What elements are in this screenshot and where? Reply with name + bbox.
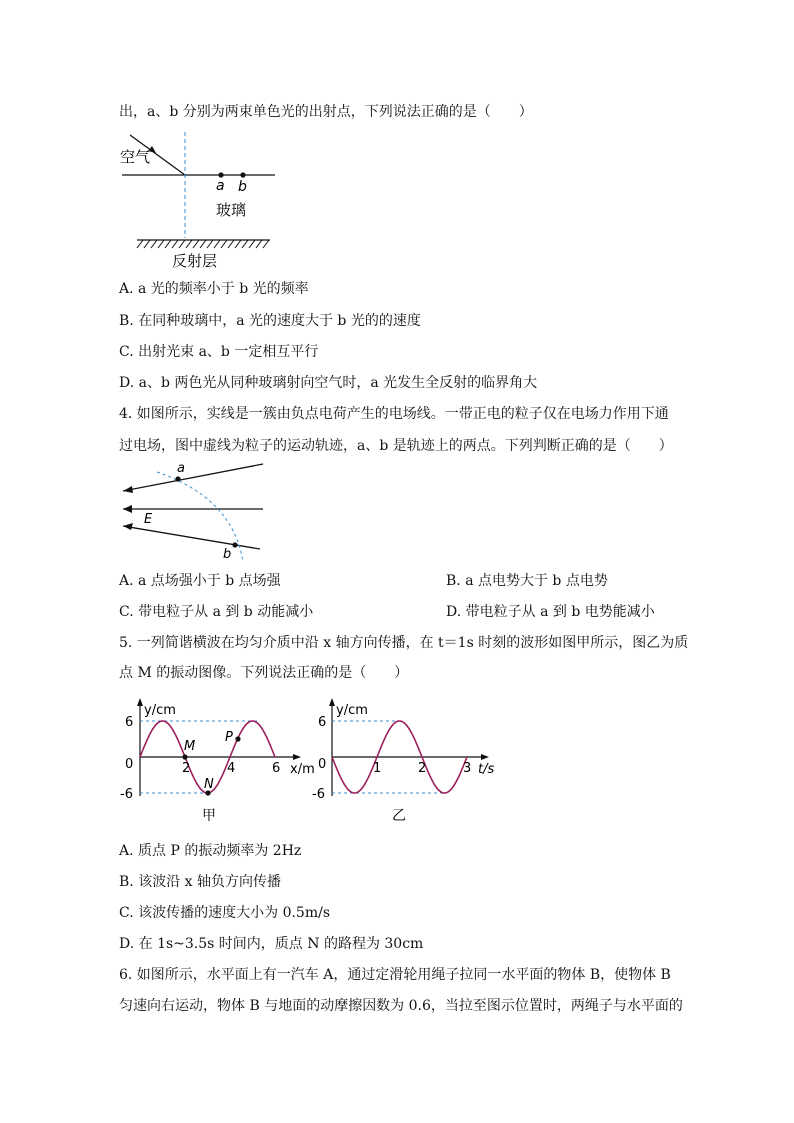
- y-axis-label: y/cm: [144, 703, 176, 718]
- x-tick-3: 3: [463, 761, 472, 776]
- q3-intro: 出，a、b 分别为两束单色光的出射点，下列说法正确的是（ ）: [119, 104, 533, 120]
- q4-stem-line1: 4. 如图所示，实线是一簇由负点电荷产生的电场线。一带正电的粒子仅在电场力作用下通: [119, 406, 669, 422]
- x-axis-label: x/m: [290, 762, 315, 777]
- q5-stem-line2: 点 M 的振动图像。下列说法正确的是（ ）: [119, 665, 409, 681]
- y-tick-bottom: -6: [120, 787, 133, 802]
- q5-vibration-graph-yi: [310, 696, 510, 831]
- q5-wave-graph-jia: [110, 696, 320, 831]
- q5-option-a: A. 质点 P 的振动频率为 2Hz: [119, 843, 302, 859]
- label-point-a: a: [216, 178, 225, 194]
- q5-option-c: C. 该波传播的速度大小为 0.5m/s: [119, 905, 331, 921]
- q3-option-a: A. a 光的频率小于 b 光的频率: [119, 281, 309, 297]
- label-point-a: a: [177, 461, 185, 476]
- q3-refraction-figure: [110, 130, 290, 270]
- label-field-E: E: [144, 512, 153, 527]
- q6-stem-line1: 6. 如图所示，水平面上有一汽车 A，通过定滑轮用绳子拉同一水平面的物体 B，使物体 B: [119, 967, 671, 983]
- q5-option-d: D. 在 1s~3.5s 时间内，质点 N 的路程为 30cm: [119, 936, 424, 952]
- y-tick-bottom: -6: [312, 787, 325, 802]
- x-tick-1: 1: [373, 761, 382, 776]
- y-tick-zero: 0: [125, 757, 134, 772]
- q3-option-d: D. a、b 两色光从同种玻璃射向空气时，a 光发生全反射的临界角大: [119, 375, 538, 391]
- q4-option-d: D. 带电粒子从 a 到 b 电势能减小: [446, 604, 655, 620]
- q4-option-b: B. a 点电势大于 b 点电势: [446, 573, 608, 589]
- caption-yi: 乙: [392, 808, 406, 824]
- label-reflective-layer: 反射层: [172, 252, 218, 270]
- label-point-M: M: [184, 739, 196, 754]
- y-tick-top: 6: [318, 715, 327, 730]
- caption-jia: 甲: [202, 808, 216, 824]
- q4-stem-line2: 过电场，图中虚线为粒子的运动轨迹，a、b 是轨迹上的两点。下列判断正确的是（ ）: [119, 438, 673, 454]
- x-tick-2: 2: [418, 761, 427, 776]
- label-point-N: N: [204, 777, 214, 792]
- x-axis-label: t/s: [478, 762, 495, 777]
- label-point-P: P: [225, 730, 233, 745]
- q4-electric-field-figure: [115, 458, 275, 568]
- q5-stem-line1: 5. 一列简谐横波在均匀介质中沿 x 轴方向传播，在 t＝1s 时刻的波形如图甲所示，图乙为质: [119, 635, 689, 651]
- q4-option-c: C. 带电粒子从 a 到 b 动能减小: [119, 604, 314, 620]
- label-point-b: b: [223, 547, 232, 562]
- q5-option-b: B. 该波沿 x 轴负方向传播: [119, 874, 281, 890]
- label-air: 空气: [120, 148, 151, 166]
- x-tick-6: 6: [272, 761, 281, 776]
- q6-stem-line2: 匀速向右运动，物体 B 与地面的动摩擦因数为 0.6，当拉至图示位置时，两绳子与水平面的: [119, 998, 683, 1014]
- x-tick-2: 2: [182, 761, 191, 776]
- q3-option-c: C. 出射光束 a、b 一定相互平行: [119, 344, 319, 360]
- y-tick-zero: 0: [318, 757, 327, 772]
- y-tick-top: 6: [125, 715, 134, 730]
- label-glass: 玻璃: [216, 201, 247, 219]
- label-point-b: b: [238, 179, 247, 195]
- q3-option-b: B. 在同种玻璃中，a 光的速度大于 b 光的的速度: [119, 313, 421, 329]
- y-axis-label: y/cm: [336, 703, 368, 718]
- x-tick-4: 4: [227, 761, 236, 776]
- q4-option-a: A. a 点场强小于 b 点场强: [119, 573, 281, 589]
